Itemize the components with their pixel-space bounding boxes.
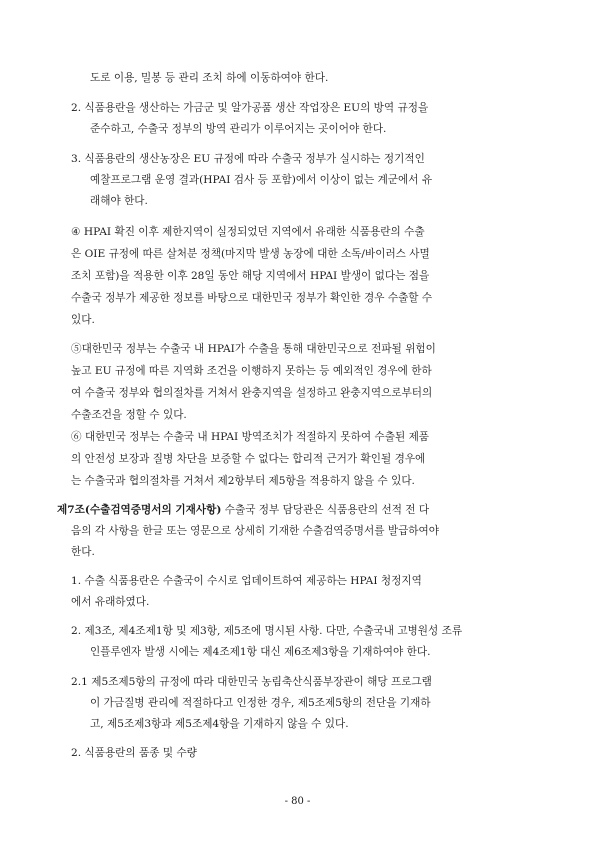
page-number: - 80 -	[284, 796, 311, 807]
para5-line: ⑤대한민국 정부는 수출국 내 HPAI가 수출을 통해 대한민국으로 전파될 위험이	[71, 343, 436, 355]
art7-item21-line: 2.1 제5조제5항의 규정에 따라 대한민국 농림축산식품부장관이 해당 프로그램	[71, 676, 432, 688]
para5-line: 높고 EU 규정에 따른 지역화 조건을 이행하지 못하는 등 예외적인 경우에 한하	[71, 365, 432, 377]
article7-line: 음의 각 사항을 한글 또는 영문으로 상세히 기재한 수출검역증명서를 발급하여야	[71, 525, 440, 537]
art7-item2b-line: 2. 식품용란의 품종 및 수량	[71, 747, 197, 759]
art7-item21-line: 이 가금질병 관리에 적절하다고 인정한 경우, 제5조제5항의 전단을 기재하	[90, 697, 431, 709]
item3-line: 래해야 한다.	[90, 195, 148, 207]
art7-item21-line: 고, 제5조제3항과 제5조제4항을 기재하지 않을 수 있다.	[90, 718, 349, 730]
article7-first-line	[57, 503, 429, 517]
para4-line: ④ HPAI 확진 이후 제한지역이 실정되었던 지역에서 유래한 식품용란의 수출	[71, 226, 425, 238]
para6-line: 의 안전성 보장과 질병 차단을 보증할 수 없다는 합리적 근거가 확인될 경우에	[71, 453, 426, 465]
para6-line: ⑥ 대한민국 정부는 수출국 내 HPAI 방역조치가 적절하지 못하여 수출된 제품	[71, 431, 430, 443]
art7-item1-line: 에서 유래하였다.	[71, 596, 150, 608]
item2-line: 준수하고, 수출국 정부의 방역 관리가 이루어지는 곳이어야 한다.	[90, 123, 387, 135]
para5-line: 여 수출국 정부와 협의절차를 거쳐서 완충지역을 설정하고 완충지역으로부터의	[71, 387, 433, 399]
para4-line: 은 OIE 규정에 따른 살처분 정책(마지막 발생 농장에 대한 소독/바이러스 사멸	[71, 248, 430, 260]
para5-line: 수출조건을 정할 수 있다.	[71, 409, 187, 421]
art7-item1-line: 1. 수출 식품용란은 수출국이 수시로 업데이트하여 제공하는 HPAI 청정지역	[71, 575, 422, 587]
intro-line: 도로 이용, 밀봉 등 관리 조치 하에 이동하여야 한다.	[90, 72, 329, 84]
item3-line: 예찰프로그램 운영 결과(HPAI 검사 등 포함)에서 이상이 없는 계군에서 유	[90, 174, 433, 186]
para4-line: 수출국 정부가 제공한 정보를 바탕으로 대한민국 정부가 확인한 경우 수출할 수	[71, 292, 433, 304]
item3-line: 3. 식품용란의 생산농장은 EU 규정에 따라 수출국 정부가 실시하는 정기적인	[71, 153, 425, 165]
article7-line: 한다.	[71, 546, 95, 558]
para6-line: 는 수출국과 협의절차를 거쳐서 제2항부터 제5항을 적용하지 않을 수 있다.	[71, 475, 415, 487]
article7-heading: 제7조(수출검역증명서의 기재사항)	[57, 504, 222, 516]
item2-line: 2. 식품용란을 생산하는 가금군 및 알가공품 생산 작업장은 EU의 방역 규정을	[71, 102, 429, 114]
article7-text: 수출국 정부 담당관은 식품용란의 선적 전 다	[221, 504, 430, 516]
art7-item2-line: 2. 제3조, 제4조제1항 및 제3항, 제5조에 명시된 사항. 다만, 수출국내 고병원성 조류	[71, 625, 463, 637]
para4-line: 조치 포함)을 적용한 이후 28일 동안 해당 지역에서 HPAI 발생이 없다는 점을	[71, 270, 430, 282]
art7-item2-line: 인플루엔자 발생 시에는 제4조제1항 대신 제6조제3항을 기재하여야 한다.	[90, 646, 431, 658]
para4-line: 있다.	[71, 314, 95, 326]
